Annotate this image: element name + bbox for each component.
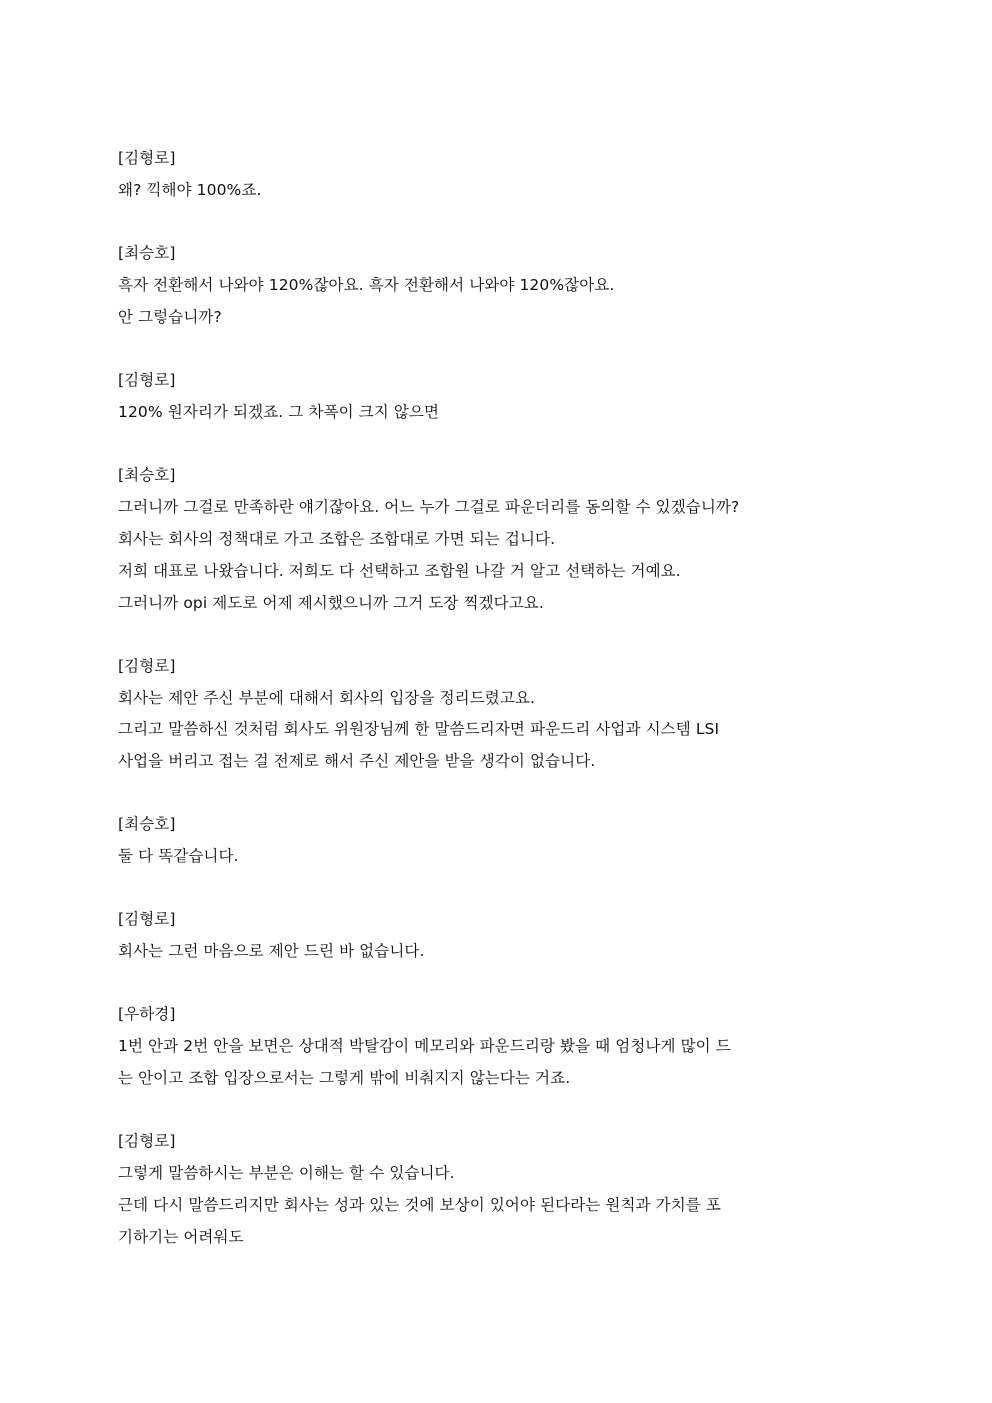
dialogue-line: 는 안이고 조합 입장으로서는 그렇게 밖에 비춰지지 않는다는 거죠. <box>118 1069 571 1087</box>
dialogue-line: 흑자 전환해서 나와야 120%잖아요. 흑자 전환해서 나와야 120%잖아요. <box>118 276 615 294</box>
dialogue-line: 1번 안과 2번 안을 보면은 상대적 박탈감이 메모리와 파운드리랑 봤을 때 엄청나게 많이 드 <box>118 1037 731 1055</box>
dialogue-line: 저희 대표로 나왔습니다. 저희도 다 선택하고 조합원 나갈 거 알고 선택하는 거예요. <box>118 562 681 580</box>
speaker-label: [김형로] <box>118 657 176 675</box>
dialogue-line: 120% 원자리가 되겠죠. 그 차폭이 크지 않으면 <box>118 403 440 421</box>
speaker-label: [우하경] <box>118 1005 176 1023</box>
speaker-label: [김형로] <box>118 1132 176 1150</box>
dialogue-line: 그렇게 말씀하시는 부분은 이해는 할 수 있습니다. <box>118 1164 455 1182</box>
dialogue-line: 기하기는 어려워도 <box>118 1228 244 1246</box>
dialogue-line: 왜? 끽해야 100%죠. <box>118 181 262 199</box>
dialogue-line: 그러니까 opi 제도로 어제 제시했으니까 그거 도장 찍겠다고요. <box>118 594 544 612</box>
dialogue-line: 그리고 말씀하신 것처럼 회사도 위원장님께 한 말씀드리자면 파운드리 사업과 시스템 LSI <box>118 720 720 738</box>
speaker-label: [최승호] <box>118 815 176 833</box>
dialogue-line: 회사는 제안 주신 부분에 대해서 회사의 입장을 정리드렸고요. <box>118 689 536 707</box>
dialogue-line: 안 그렇습니까? <box>118 308 222 326</box>
dialogue-line: 그러니까 그걸로 만족하란 얘기잖아요. 어느 누가 그걸로 파운더리를 동의할 수 있겠습니까? <box>118 498 740 516</box>
dialogue-line: 회사는 회사의 정책대로 가고 조합은 조합대로 가면 되는 겁니다. <box>118 530 556 548</box>
speaker-label: [김형로] <box>118 371 176 389</box>
dialogue-line: 회사는 그런 마음으로 제안 드린 바 없습니다. <box>118 942 425 960</box>
speaker-label: [최승호] <box>118 466 176 484</box>
dialogue-line: 둘 다 똑같습니다. <box>118 847 239 865</box>
speaker-label: [김형로] <box>118 149 176 167</box>
speaker-label: [김형로] <box>118 910 176 928</box>
speaker-label: [최승호] <box>118 244 176 262</box>
dialogue-line: 근데 다시 말씀드리지만 회사는 성과 있는 것에 보상이 있어야 된다라는 원칙과 가치를 포 <box>118 1196 721 1214</box>
dialogue-line: 사업을 버리고 접는 걸 전제로 해서 주신 제안을 받을 생각이 없습니다. <box>118 752 596 770</box>
